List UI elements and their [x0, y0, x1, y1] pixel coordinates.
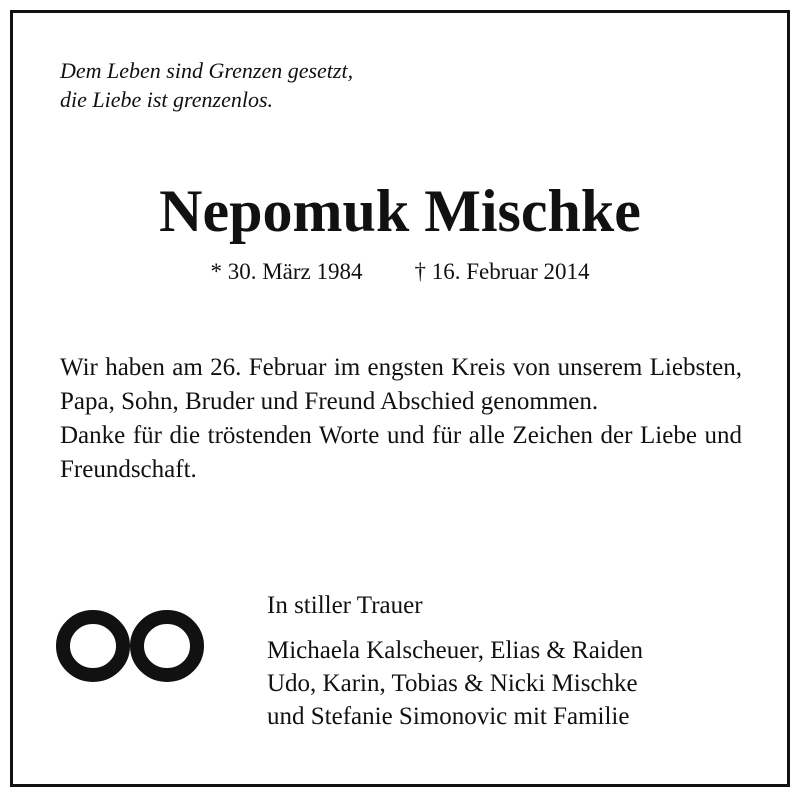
message-paragraph-2: Danke für die tröstenden Worte und für alle Zeichen der Liebe und Freundschaft.: [60, 422, 742, 483]
message-paragraph-1: Wir haben am 26. Februar im engsten Kreis von unserem Liebsten, Papa, Sohn, Bruder und Freund Abschied genommen.: [60, 354, 742, 415]
quote-line-2: die Liebe ist grenzenlos.: [60, 87, 274, 112]
mourner-line-1: Michaela Kalscheuer, Elias & Raiden: [267, 637, 643, 664]
death-date: † 16. Februar 2014: [414, 259, 590, 284]
birth-date: * 30. März 1984: [210, 259, 363, 284]
mourner-line-3: und Stefanie Simonovic mit Familie: [267, 703, 630, 730]
signoff-heading: In stiller Trauer: [267, 592, 423, 619]
mourner-line-2: Udo, Karin, Tobias & Nicki Mischke: [267, 670, 638, 697]
message-body: [60, 351, 742, 487]
memorial-quote: [60, 56, 353, 114]
quote-line-1: Dem Leben sind Grenzen gesetzt,: [60, 58, 354, 83]
signoff: [267, 590, 643, 733]
deceased-name: Nepomuk Mischke: [159, 178, 641, 244]
life-dates: [0, 257, 800, 287]
infinity-icon: [55, 610, 205, 682]
